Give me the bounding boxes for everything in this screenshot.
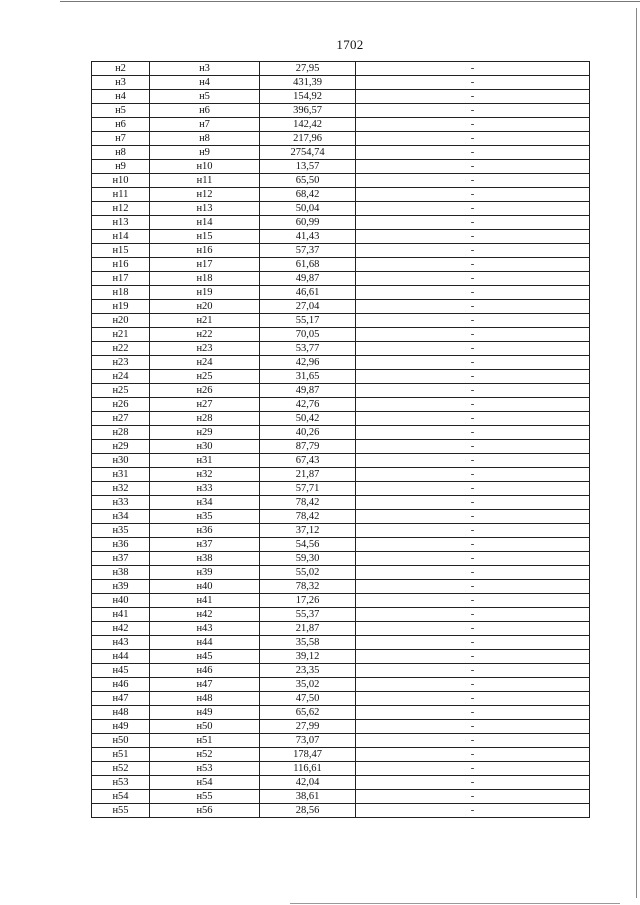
note-cell: - [356, 370, 590, 384]
point-to-cell: н52 [150, 748, 260, 762]
point-from-cell: н37 [92, 552, 150, 566]
note-cell: - [356, 580, 590, 594]
note-cell: - [356, 636, 590, 650]
note-cell: - [356, 62, 590, 76]
distance-cell: 21,87 [260, 468, 356, 482]
distance-cell: 2754,74 [260, 146, 356, 160]
table-row [92, 146, 590, 160]
note-cell: - [356, 160, 590, 174]
table-row [92, 370, 590, 384]
boundary-segments-table [91, 61, 590, 818]
table-row [92, 706, 590, 720]
note-cell: - [356, 706, 590, 720]
point-from-cell: н44 [92, 650, 150, 664]
point-from-cell: н16 [92, 258, 150, 272]
table-row [92, 62, 590, 76]
note-cell: - [356, 314, 590, 328]
table-row [92, 104, 590, 118]
point-to-cell: н48 [150, 692, 260, 706]
distance-cell: 142,42 [260, 118, 356, 132]
point-to-cell: н31 [150, 454, 260, 468]
point-from-cell: н18 [92, 286, 150, 300]
distance-cell: 78,42 [260, 496, 356, 510]
distance-cell: 60,99 [260, 216, 356, 230]
note-cell: - [356, 790, 590, 804]
point-from-cell: н21 [92, 328, 150, 342]
point-from-cell: н15 [92, 244, 150, 258]
distance-cell: 54,56 [260, 538, 356, 552]
table-row [92, 790, 590, 804]
distance-cell: 42,96 [260, 356, 356, 370]
point-to-cell: н40 [150, 580, 260, 594]
point-to-cell: н13 [150, 202, 260, 216]
point-from-cell: н33 [92, 496, 150, 510]
note-cell: - [356, 664, 590, 678]
distance-cell: 50,04 [260, 202, 356, 216]
point-to-cell: н29 [150, 426, 260, 440]
distance-cell: 23,35 [260, 664, 356, 678]
note-cell: - [356, 188, 590, 202]
point-from-cell: н43 [92, 636, 150, 650]
point-to-cell: н55 [150, 790, 260, 804]
point-from-cell: н9 [92, 160, 150, 174]
distance-cell: 49,87 [260, 272, 356, 286]
table-row [92, 118, 590, 132]
point-to-cell: н26 [150, 384, 260, 398]
distance-cell: 61,68 [260, 258, 356, 272]
distance-cell: 42,76 [260, 398, 356, 412]
point-to-cell: н3 [150, 62, 260, 76]
note-cell: - [356, 272, 590, 286]
table-row [92, 678, 590, 692]
table-row [92, 468, 590, 482]
point-from-cell: н22 [92, 342, 150, 356]
table-row [92, 636, 590, 650]
table-row [92, 762, 590, 776]
point-to-cell: н12 [150, 188, 260, 202]
table-row [92, 286, 590, 300]
point-to-cell: н22 [150, 328, 260, 342]
point-from-cell: н6 [92, 118, 150, 132]
point-from-cell: н29 [92, 440, 150, 454]
point-to-cell: н36 [150, 524, 260, 538]
table-row [92, 132, 590, 146]
point-from-cell: н20 [92, 314, 150, 328]
point-to-cell: н24 [150, 356, 260, 370]
point-to-cell: н46 [150, 664, 260, 678]
distance-cell: 55,02 [260, 566, 356, 580]
note-cell: - [356, 202, 590, 216]
distance-cell: 55,17 [260, 314, 356, 328]
point-from-cell: н39 [92, 580, 150, 594]
point-to-cell: н49 [150, 706, 260, 720]
table-row [92, 720, 590, 734]
distance-cell: 57,37 [260, 244, 356, 258]
distance-cell: 57,71 [260, 482, 356, 496]
note-cell: - [356, 692, 590, 706]
table-row [92, 650, 590, 664]
note-cell: - [356, 468, 590, 482]
note-cell: - [356, 734, 590, 748]
point-from-cell: н23 [92, 356, 150, 370]
point-to-cell: н33 [150, 482, 260, 496]
note-cell: - [356, 510, 590, 524]
point-from-cell: н54 [92, 790, 150, 804]
distance-cell: 68,42 [260, 188, 356, 202]
point-to-cell: н7 [150, 118, 260, 132]
point-from-cell: н17 [92, 272, 150, 286]
table-row [92, 314, 590, 328]
table-row [92, 384, 590, 398]
table-row [92, 216, 590, 230]
table-row [92, 496, 590, 510]
note-cell: - [356, 482, 590, 496]
table-row [92, 538, 590, 552]
point-to-cell: н15 [150, 230, 260, 244]
point-to-cell: н51 [150, 734, 260, 748]
table-row [92, 342, 590, 356]
table-row [92, 692, 590, 706]
distance-cell: 21,87 [260, 622, 356, 636]
table-row [92, 160, 590, 174]
distance-cell: 70,05 [260, 328, 356, 342]
distance-cell: 27,04 [260, 300, 356, 314]
distance-cell: 27,95 [260, 62, 356, 76]
distance-cell: 65,50 [260, 174, 356, 188]
table-row [92, 566, 590, 580]
note-cell: - [356, 594, 590, 608]
distance-cell: 40,26 [260, 426, 356, 440]
point-to-cell: н44 [150, 636, 260, 650]
point-to-cell: н47 [150, 678, 260, 692]
table-row [92, 90, 590, 104]
point-to-cell: н35 [150, 510, 260, 524]
point-to-cell: н32 [150, 468, 260, 482]
point-from-cell: н11 [92, 188, 150, 202]
distance-cell: 67,43 [260, 454, 356, 468]
distance-cell: 87,79 [260, 440, 356, 454]
point-from-cell: н40 [92, 594, 150, 608]
table-row [92, 734, 590, 748]
note-cell: - [356, 76, 590, 90]
note-cell: - [356, 804, 590, 818]
point-from-cell: н35 [92, 524, 150, 538]
distance-cell: 154,92 [260, 90, 356, 104]
table-row [92, 202, 590, 216]
note-cell: - [356, 104, 590, 118]
note-cell: - [356, 286, 590, 300]
note-cell: - [356, 398, 590, 412]
point-from-cell: н46 [92, 678, 150, 692]
point-from-cell: н12 [92, 202, 150, 216]
point-to-cell: н56 [150, 804, 260, 818]
table-row [92, 398, 590, 412]
table-row [92, 230, 590, 244]
point-to-cell: н17 [150, 258, 260, 272]
table-row [92, 482, 590, 496]
table-row [92, 454, 590, 468]
distance-cell: 396,57 [260, 104, 356, 118]
point-from-cell: н41 [92, 608, 150, 622]
point-from-cell: н30 [92, 454, 150, 468]
point-to-cell: н21 [150, 314, 260, 328]
distance-cell: 31,65 [260, 370, 356, 384]
note-cell: - [356, 608, 590, 622]
point-to-cell: н38 [150, 552, 260, 566]
point-from-cell: н2 [92, 62, 150, 76]
table-row [92, 510, 590, 524]
note-cell: - [356, 356, 590, 370]
point-from-cell: н3 [92, 76, 150, 90]
distance-cell: 73,07 [260, 734, 356, 748]
distance-cell: 47,50 [260, 692, 356, 706]
note-cell: - [356, 776, 590, 790]
note-cell: - [356, 678, 590, 692]
point-from-cell: н48 [92, 706, 150, 720]
note-cell: - [356, 566, 590, 580]
point-from-cell: н5 [92, 104, 150, 118]
distance-cell: 28,56 [260, 804, 356, 818]
distance-cell: 55,37 [260, 608, 356, 622]
point-from-cell: н55 [92, 804, 150, 818]
note-cell: - [356, 342, 590, 356]
table-row [92, 426, 590, 440]
point-from-cell: н32 [92, 482, 150, 496]
distance-cell: 17,26 [260, 594, 356, 608]
point-to-cell: н9 [150, 146, 260, 160]
point-to-cell: н43 [150, 622, 260, 636]
note-cell: - [356, 748, 590, 762]
table-row [92, 272, 590, 286]
note-cell: - [356, 230, 590, 244]
point-to-cell: н41 [150, 594, 260, 608]
point-to-cell: н27 [150, 398, 260, 412]
distance-cell: 116,61 [260, 762, 356, 776]
note-cell: - [356, 118, 590, 132]
table-row [92, 552, 590, 566]
distance-cell: 431,39 [260, 76, 356, 90]
scan-edge-bottom [290, 903, 620, 904]
note-cell: - [356, 328, 590, 342]
point-from-cell: н4 [92, 90, 150, 104]
point-to-cell: н42 [150, 608, 260, 622]
point-to-cell: н11 [150, 174, 260, 188]
table-row [92, 76, 590, 90]
distance-cell: 46,61 [260, 286, 356, 300]
distance-cell: 13,57 [260, 160, 356, 174]
point-to-cell: н30 [150, 440, 260, 454]
point-from-cell: н7 [92, 132, 150, 146]
table-row [92, 258, 590, 272]
point-from-cell: н52 [92, 762, 150, 776]
distance-cell: 27,99 [260, 720, 356, 734]
note-cell: - [356, 426, 590, 440]
distance-cell: 178,47 [260, 748, 356, 762]
table-body [92, 62, 590, 818]
table-row [92, 356, 590, 370]
table-row [92, 524, 590, 538]
point-from-cell: н51 [92, 748, 150, 762]
note-cell: - [356, 552, 590, 566]
distance-cell: 39,12 [260, 650, 356, 664]
distance-cell: 78,32 [260, 580, 356, 594]
note-cell: - [356, 622, 590, 636]
point-from-cell: н8 [92, 146, 150, 160]
note-cell: - [356, 258, 590, 272]
point-from-cell: н14 [92, 230, 150, 244]
point-from-cell: н13 [92, 216, 150, 230]
note-cell: - [356, 440, 590, 454]
note-cell: - [356, 650, 590, 664]
distance-cell: 42,04 [260, 776, 356, 790]
point-from-cell: н10 [92, 174, 150, 188]
point-to-cell: н18 [150, 272, 260, 286]
point-from-cell: н26 [92, 398, 150, 412]
point-to-cell: н19 [150, 286, 260, 300]
point-from-cell: н28 [92, 426, 150, 440]
note-cell: - [356, 454, 590, 468]
table-row [92, 776, 590, 790]
scan-edge-top [60, 1, 640, 2]
table-row [92, 188, 590, 202]
point-to-cell: н20 [150, 300, 260, 314]
point-to-cell: н39 [150, 566, 260, 580]
point-to-cell: н45 [150, 650, 260, 664]
distance-cell: 38,61 [260, 790, 356, 804]
note-cell: - [356, 538, 590, 552]
distance-cell: 35,58 [260, 636, 356, 650]
point-from-cell: н47 [92, 692, 150, 706]
table-row [92, 622, 590, 636]
point-to-cell: н5 [150, 90, 260, 104]
point-to-cell: н16 [150, 244, 260, 258]
point-to-cell: н28 [150, 412, 260, 426]
note-cell: - [356, 90, 590, 104]
note-cell: - [356, 496, 590, 510]
table-row [92, 664, 590, 678]
table-row [92, 580, 590, 594]
note-cell: - [356, 720, 590, 734]
point-to-cell: н54 [150, 776, 260, 790]
point-to-cell: н23 [150, 342, 260, 356]
point-from-cell: н27 [92, 412, 150, 426]
point-to-cell: н25 [150, 370, 260, 384]
scan-edge-right [636, 8, 637, 898]
point-from-cell: н53 [92, 776, 150, 790]
point-from-cell: н24 [92, 370, 150, 384]
note-cell: - [356, 146, 590, 160]
table-row [92, 440, 590, 454]
point-from-cell: н31 [92, 468, 150, 482]
point-from-cell: н45 [92, 664, 150, 678]
point-to-cell: н34 [150, 496, 260, 510]
point-from-cell: н34 [92, 510, 150, 524]
point-to-cell: н8 [150, 132, 260, 146]
note-cell: - [356, 524, 590, 538]
distance-cell: 35,02 [260, 678, 356, 692]
point-from-cell: н25 [92, 384, 150, 398]
distance-cell: 65,62 [260, 706, 356, 720]
point-from-cell: н42 [92, 622, 150, 636]
note-cell: - [356, 762, 590, 776]
point-to-cell: н37 [150, 538, 260, 552]
note-cell: - [356, 132, 590, 146]
note-cell: - [356, 300, 590, 314]
point-to-cell: н6 [150, 104, 260, 118]
point-to-cell: н50 [150, 720, 260, 734]
table-row [92, 804, 590, 818]
point-from-cell: н49 [92, 720, 150, 734]
note-cell: - [356, 174, 590, 188]
note-cell: - [356, 244, 590, 258]
distance-cell: 49,87 [260, 384, 356, 398]
point-to-cell: н4 [150, 76, 260, 90]
table-row [92, 328, 590, 342]
point-from-cell: н36 [92, 538, 150, 552]
table-row [92, 608, 590, 622]
note-cell: - [356, 216, 590, 230]
point-from-cell: н19 [92, 300, 150, 314]
table-row [92, 300, 590, 314]
table-row [92, 174, 590, 188]
point-from-cell: н38 [92, 566, 150, 580]
distance-cell: 41,43 [260, 230, 356, 244]
distance-cell: 78,42 [260, 510, 356, 524]
point-to-cell: н53 [150, 762, 260, 776]
distance-cell: 217,96 [260, 132, 356, 146]
table-row [92, 748, 590, 762]
distance-cell: 37,12 [260, 524, 356, 538]
point-to-cell: н10 [150, 160, 260, 174]
distance-cell: 59,30 [260, 552, 356, 566]
distance-cell: 50,42 [260, 412, 356, 426]
point-from-cell: н50 [92, 734, 150, 748]
note-cell: - [356, 384, 590, 398]
table-row [92, 594, 590, 608]
page-number: 1702 [336, 37, 364, 52]
table-row [92, 244, 590, 258]
table-row [92, 412, 590, 426]
point-to-cell: н14 [150, 216, 260, 230]
note-cell: - [356, 412, 590, 426]
distance-cell: 53,77 [260, 342, 356, 356]
